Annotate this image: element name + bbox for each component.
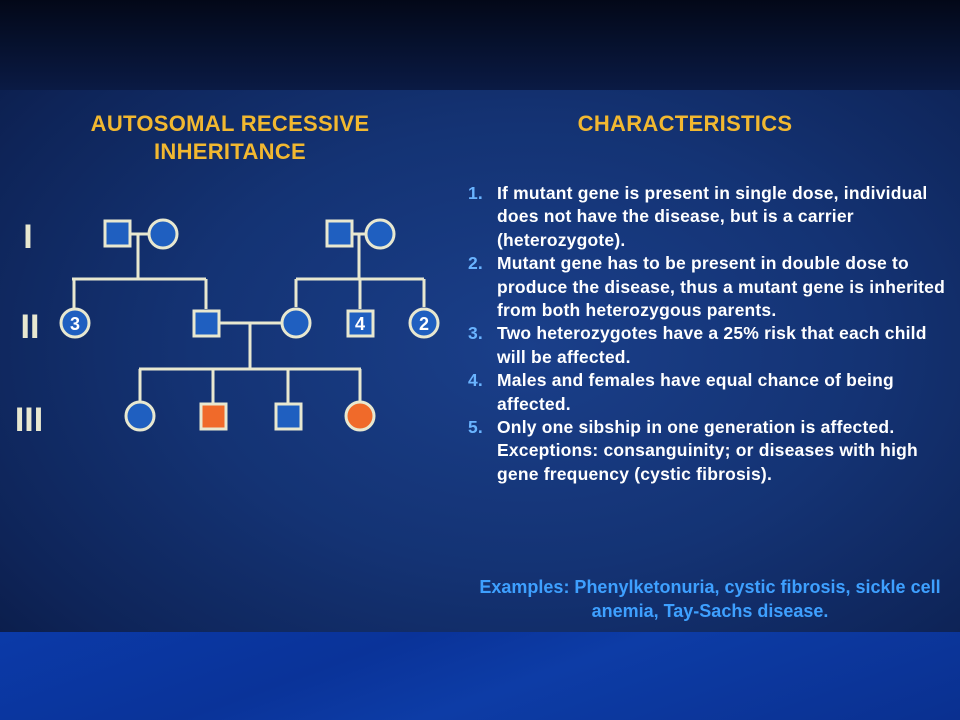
- generation-label-1: I: [23, 218, 33, 256]
- pedigree-title-line: AUTOSOMAL RECESSIVE: [90, 111, 370, 136]
- item-text: Mutant gene has to be present in double dose to produce the disease, thus a mutant gene is inherited from both heterozygous parents.: [497, 253, 945, 321]
- characteristics-title: CHARACTERISTICS: [577, 111, 793, 136]
- generation-label-3: III: [14, 401, 44, 439]
- female-symbol: [282, 309, 310, 337]
- sibship-count: 3: [69, 314, 81, 334]
- sibship-count: 4: [354, 314, 366, 334]
- item-text: Two heterozygotes have a 25% risk that each child will be affected.: [497, 323, 927, 367]
- affected-female-symbol: [346, 402, 374, 430]
- item-text: Males and females have equal chance of being affected.: [497, 370, 894, 414]
- male-symbol: [327, 221, 352, 246]
- generation-label-2: II: [20, 308, 40, 346]
- male-symbol: [276, 404, 301, 429]
- affected-male-symbol: [201, 404, 226, 429]
- characteristics-list: [468, 182, 948, 486]
- item-number: 4.: [468, 370, 483, 391]
- female-symbol: [366, 220, 394, 248]
- item-text: If mutant gene is present in single dose, individual does not have the disease, but is a carrier (heterozygote).: [497, 183, 928, 250]
- item-number: 5.: [468, 417, 483, 438]
- female-symbol: [149, 220, 177, 248]
- male-symbol: [194, 311, 219, 336]
- female-symbol: [126, 402, 154, 430]
- characteristic-item: [468, 416, 948, 486]
- characteristic-item: [468, 182, 948, 252]
- sibship-count: 2: [418, 314, 430, 334]
- characteristic-item: [468, 322, 948, 369]
- item-number: 2.: [468, 253, 483, 274]
- characteristic-item: [468, 369, 948, 416]
- item-number: 1.: [468, 183, 483, 203]
- item-number: 3.: [468, 323, 483, 344]
- pedigree-title-line: INHERITANCE: [153, 139, 306, 164]
- bottom-bar: [0, 632, 960, 720]
- characteristic-item: [468, 252, 948, 322]
- examples-text: Examples: Phenylketonuria, cystic fibrosis, sickle cell anemia, Tay-Sachs disease.: [479, 577, 941, 621]
- item-text: Only one sibship in one generation is affected. Exceptions: consanguinity; or diseases with high gene frequency (cystic fibrosis).: [497, 417, 918, 484]
- male-symbol: [105, 221, 130, 246]
